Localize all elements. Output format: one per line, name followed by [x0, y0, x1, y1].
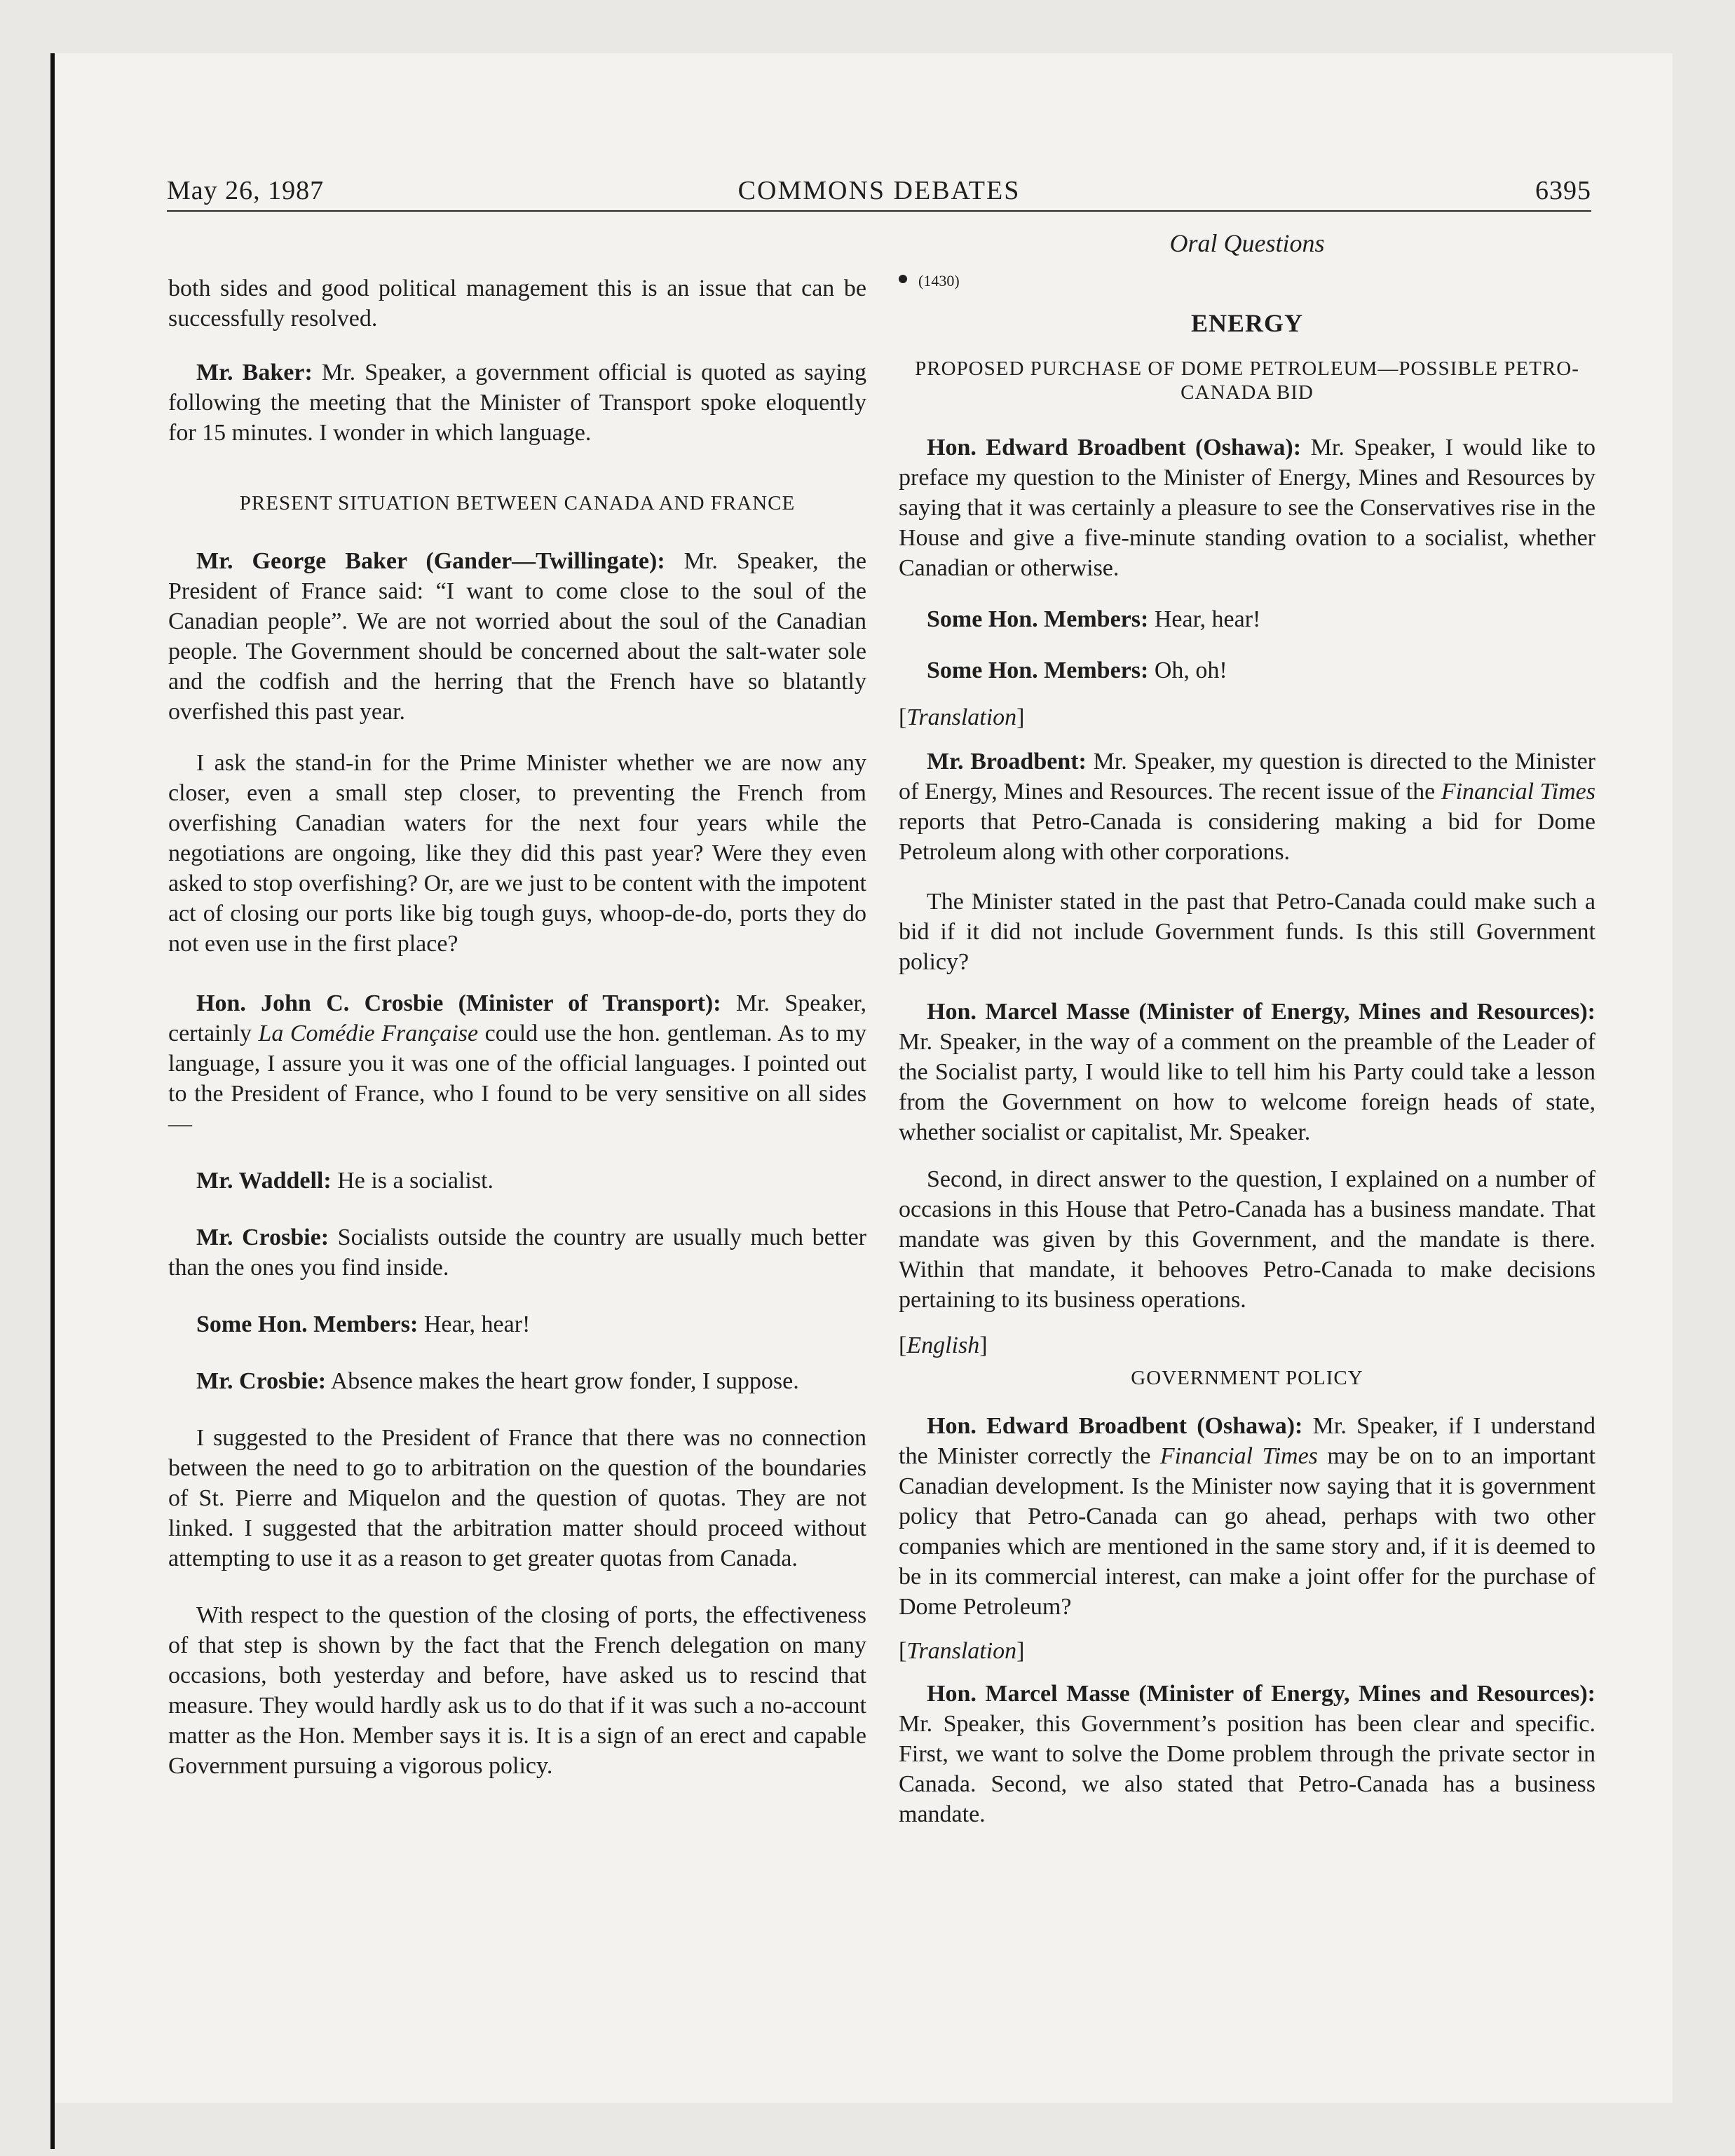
right-column [899, 210, 1595, 1829]
paragraph: I ask the stand-in for the Prime Minister whether we are now any closer, even a small step closer, to preventing the French from overfishing Canadian waters for the next four years while the negotiations are ongoing, like they did this past year? Were they even asked to stop overfishing? Or, are we just to be content with the impotent act of closing our ports like big tough guys, whoop-de-do, ports they do not even use in the first place? [168, 750, 866, 957]
paragraph [899, 746, 1595, 867]
paragraph [899, 1411, 1595, 1622]
speech-text: Mr. Speaker, this Government’s position has been clear and specific. First, we want to solve the Dome problem through the private sector in Canada. Second, we also stated that Petro-Canada has a business mandate. [899, 1711, 1595, 1827]
bullet-icon [899, 275, 907, 283]
paragraph [899, 997, 1595, 1147]
speaker-name: Mr. Waddell: [196, 1168, 332, 1194]
speech-text: Mr. Speaker, I would like to preface my question to the Minister of Energy, Mines and Resources by saying that it was certainly a pleasure to see the Conservatives rise in the House and give a five-minute standing ovation to a socialist, whether Canadian or otherwise. [899, 435, 1595, 581]
speech-text: Oh, oh! [1148, 657, 1227, 683]
speaker-name: Some Hon. Members: [927, 657, 1149, 683]
language-label: Translation [906, 704, 1017, 730]
paragraph [899, 655, 1595, 685]
speaker-name: Mr. George Baker (Gander—Twillingate): [196, 548, 665, 574]
speaker-name: Hon. Edward Broadbent (Oshawa): [927, 1413, 1303, 1439]
header-date: May 26, 1987 [167, 176, 325, 205]
language-marker: [Translation] [899, 1638, 1025, 1664]
paragraph: With respect to the question of the closing of ports, the effectiveness of that step is shown by the fact that the French delegation on many occasions, both yesterday and before, have asked us to rescind that measure. They would hardly ask us to do that if it was such a no-account matter as the Hon. Member says it is. It is a sign of an erect and capable Government pursuing a vigorous policy. [168, 1602, 866, 1779]
binding-edge [50, 53, 55, 2149]
speaker-name: Hon. Marcel Masse (Minister of Energy, Mines and Resources): [927, 1681, 1595, 1707]
paragraph [168, 357, 866, 448]
speech-text: Mr. Speaker, a government official is quoted as saying following the meeting that the Minister of Transport spoke eloquently for 15 minutes. I wonder in which language. [168, 360, 866, 446]
speech-text: Mr. Speaker, certainly [168, 990, 866, 1046]
paragraph: The Minister stated in the past that Petro-Canada could make such a bid if it did not include Government funds. Is this still Government policy? [899, 889, 1595, 975]
speaker-name: Mr. Crosbie: [196, 1368, 327, 1394]
speech-text: Mr. Speaker, my question is directed to the Minister of Energy, Mines and Resources. The recent issue of the [899, 749, 1595, 805]
language-label: English [906, 1332, 980, 1358]
speech-text: Absence makes the heart grow fonder, I suppose. [326, 1368, 799, 1394]
speaker-name: Mr. Crosbie: [196, 1224, 329, 1250]
speech-text: may be on to an important Canadian development. Is the Minister now saying that it is government policy that Petro-Canada can go ahead, perhaps with two other companies which are mentioned in the same story and, if it is deemed to be in its commercial interest, can make a joint offer for the purchase of Dome Petroleum? [899, 1443, 1595, 1620]
paragraph: I suggested to the President of France that there was no connection between the need to go to arbitration on the question of the boundaries of St. Pierre and Miquelon and the question of quotas. They are not linked. I suggested that the arbitration matter should proceed without attempting to use it as a reason to get greater quotas from Canada. [168, 1425, 866, 1571]
header-title: COMMONS DEBATES [737, 176, 1021, 205]
speaker-name: Hon. Marcel Masse (Minister of Energy, Mines and Resources): [927, 999, 1595, 1025]
speech-text: He is a socialist. [331, 1168, 494, 1194]
paragraph [899, 604, 1595, 634]
speaker-name: Mr. Broadbent: [927, 749, 1087, 775]
speech-text: Mr. Speaker, if I understand the Minister correctly the [899, 1413, 1595, 1469]
speaker-name: Some Hon. Members: [196, 1311, 419, 1337]
running-head: Oral Questions [1169, 229, 1325, 257]
paragraph [168, 1366, 866, 1396]
italic-title: Financial Times [1159, 1443, 1318, 1469]
subject-heading: GOVERNMENT POLICY [1131, 1367, 1363, 1389]
subject-heading: PROPOSED PURCHASE OF DOME PETROLEUM—POSSIBLE PETRO-CANADA BID [915, 357, 1579, 404]
paragraph: both sides and good political management this is an issue that can be successfully resolved. [168, 275, 866, 332]
speech-text: Socialists outside the country are usually much better than the ones you find inside. [168, 1224, 866, 1281]
speaker-name: Hon. John C. Crosbie (Minister of Transport): [196, 990, 721, 1016]
paragraph: Second, in direct answer to the question, I explained on a number of occasions in this House that Petro-Canada has a business mandate. That mandate was given by this Government, and the mandate is there. Within that mandate, it behooves Petro-Canada to make decisions pertaining to its business operations. [899, 1166, 1595, 1313]
speech-text: Hear, hear! [1148, 606, 1261, 632]
paragraph [168, 546, 866, 727]
italic-title: La Comédie Française [258, 1021, 479, 1046]
language-marker: [Translation] [899, 704, 1025, 730]
subject-heading: PRESENT SITUATION BETWEEN CANADA AND FRANCE [239, 492, 796, 514]
speech-text: Hear, hear! [418, 1311, 531, 1337]
paragraph [168, 988, 866, 1139]
speech-text: reports that Petro-Canada is considering making a bid for Dome Petroleum along with other corporations. [899, 809, 1595, 865]
section-heading: ENERGY [1190, 309, 1304, 337]
time-stamp [899, 268, 1595, 292]
page-header [167, 175, 1591, 212]
paragraph [168, 1166, 866, 1196]
time-label: (1430) [918, 272, 960, 289]
paragraph [168, 1222, 866, 1283]
paragraph [899, 1679, 1595, 1829]
speaker-name: Mr. Baker: [196, 360, 313, 386]
speaker-name: Hon. Edward Broadbent (Oshawa): [927, 435, 1302, 460]
speech-text: could use the hon. gentleman. As to my language, I assure you it was one of the official languages. I pointed out to the President of France, who I found to be very sensitive on all sides— [168, 1021, 866, 1137]
language-label: Translation [906, 1638, 1017, 1664]
speaker-name: Some Hon. Members: [927, 606, 1149, 632]
italic-title: Financial Times [1441, 779, 1595, 805]
language-marker: [English] [899, 1332, 988, 1358]
paragraph [168, 1309, 866, 1339]
paragraph [899, 432, 1595, 583]
speech-text: Mr. Speaker, in the way of a comment on the preamble of the Leader of the Socialist party, I would like to tell him his Party could take a lesson from the Government on how to welcome foreign heads of state, whether socialist or capitalist, Mr. Speaker. [899, 1029, 1595, 1145]
page-number: 6395 [1535, 176, 1591, 205]
left-column [168, 210, 866, 1781]
speech-text: Mr. Speaker, the President of France said: “I want to come close to the soul of the Canadian people”. We are not worried about the soul of the Canadian people. The Government should be concerned about the salt-water sole and the codfish and the herring that the French have so blatantly overfished this past year. [168, 548, 866, 725]
